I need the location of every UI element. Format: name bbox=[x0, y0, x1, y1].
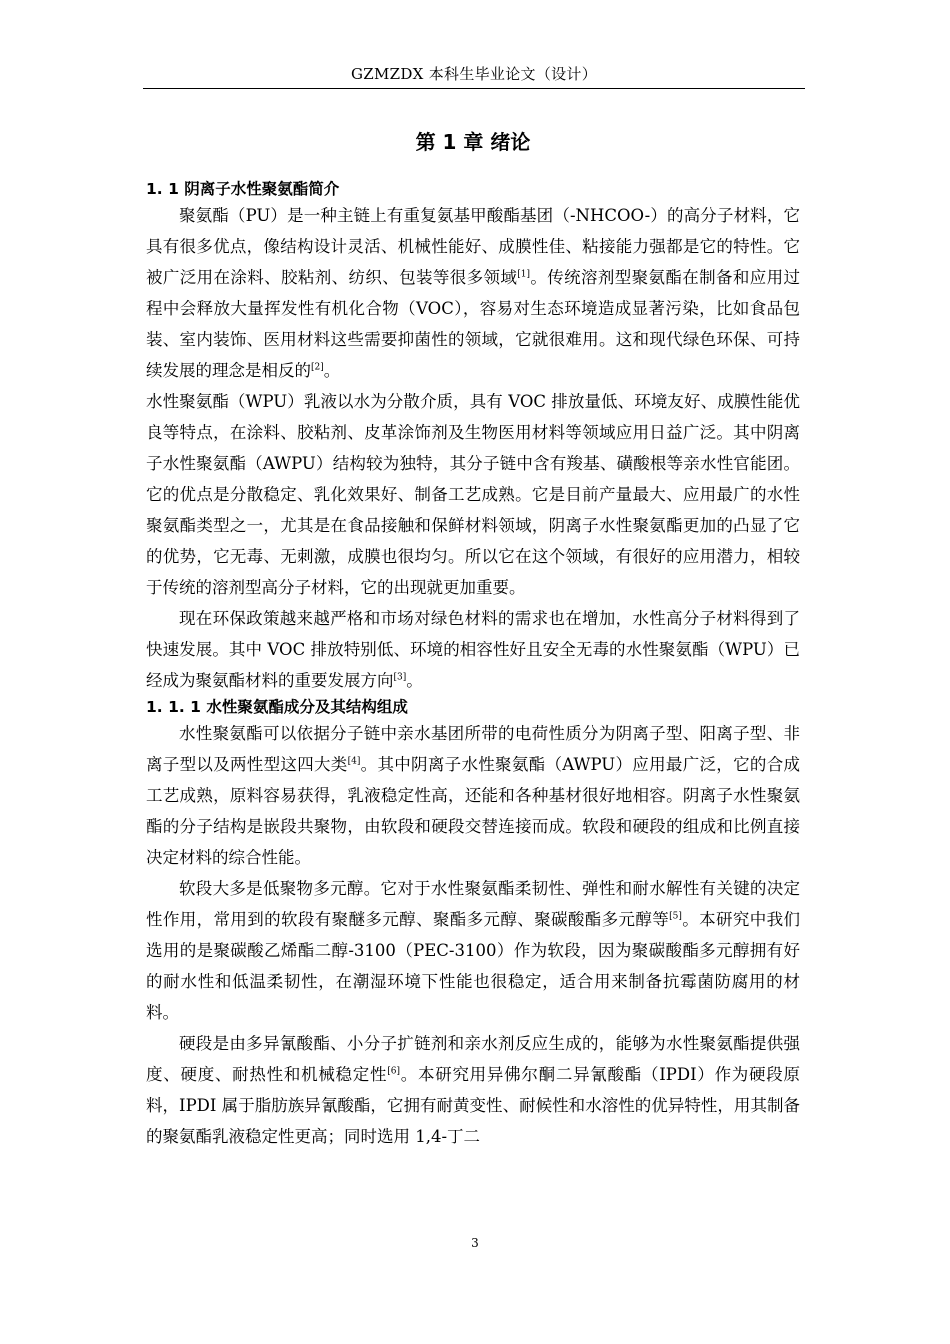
citation-ref: [4] bbox=[347, 756, 361, 767]
paragraph-text: 。 bbox=[323, 361, 341, 380]
paragraph-text: 。本研究用异佛尔酮二异氰酸酯（IPDI）作为硬段原料，IPDI 属于脂肪族异氰酸酯，它拥有耐黄变性、耐候性和水溶性的优异特性，用其制备的聚氨酯乳液稳定性更高；同时选用 1,4-丁二 bbox=[146, 1065, 801, 1146]
paragraph-text: 水性聚氨酯可以依据分子链中亲水基团所带的电荷性质分为阴离子型、阳离子型、非离子型以及两性型这四大类 bbox=[146, 724, 800, 774]
paragraph-text: 聚氨酯（PU）是一种主链上有重复氨基甲酸酯基团（-NHCOO-）的高分子材料，它具有很多优点，像结构设计灵活、机械性能好、成膜性佳、粘接能力强都是它的特性。它被广泛用在涂料、胶粘剂、纺织、包装等很多领域 bbox=[146, 206, 800, 287]
citation-ref: [6] bbox=[387, 1066, 401, 1077]
citation-ref: [3] bbox=[393, 672, 407, 683]
citation-ref: [1] bbox=[517, 269, 530, 280]
section-heading-1-1: 1. 1 阴离子水性聚氨酯简介 bbox=[146, 180, 340, 198]
citation-ref: [5] bbox=[669, 911, 682, 922]
paragraph-text: 软段大多是低聚物多元醇。它对于水性聚氨酯柔韧性、弹性和耐水解性有关键的决定性作用，常用到的软段有聚醚多元醇、聚酯多元醇、聚碳酸酯多元醇等 bbox=[146, 879, 800, 929]
paragraph-text: 硬段是由多异氰酸酯、小分子扩链剂和亲水剂反应生成的，能够为水性聚氨酯提供强度、硬度、耐热性和机械稳定性 bbox=[146, 1034, 800, 1084]
paragraph-text: 。传统溶剂型聚氨酯在制备和应用过程中会释放大量挥发性有机化合物（VOC），容易对生态环境造成显著污染，比如食品包装、室内装饰、医用材料这些需要抑菌性的领域，它就很难用。这和现代绿色环保、可持续发展的理念是相反的 bbox=[146, 268, 800, 380]
paragraph-4 bbox=[146, 718, 800, 873]
paragraph-1 bbox=[146, 200, 800, 386]
header-rule bbox=[143, 88, 805, 89]
paragraph-text: 。 bbox=[406, 671, 423, 690]
paragraph-5 bbox=[146, 873, 800, 1028]
paragraph-3 bbox=[146, 603, 800, 696]
chapter-title: 第 1 章 绪论 bbox=[415, 130, 531, 154]
paragraph-2 bbox=[146, 386, 800, 603]
paragraph-text: 。其中阴离子水性聚氨酯（AWPU）应用最广泛，它的合成工艺成熟，原料容易获得，乳液稳定性高，还能和各种基材很好地相容。阴离子水性聚氨酯的分子结构是嵌段共聚物，由软段和硬段交替连接而成。软段和硬段的组成和比例直接决定材料的综合性能。 bbox=[146, 755, 800, 867]
paragraph-text: 。本研究中我们选用的是聚碳酸乙烯酯二醇-3100（PEC-3100）作为软段，因为聚碳酸酯多元醇拥有好的耐水性和低温柔韧性，在潮湿环境下性能也很稳定，适合用来制备抗霉菌防腐用的材料。 bbox=[146, 910, 800, 1022]
running-header: GZMZDX 本科生毕业论文（设计） bbox=[350, 65, 598, 83]
paragraph-6 bbox=[146, 1028, 800, 1152]
paragraph-text: 水性聚氨酯（WPU）乳液以水为分散介质，具有 VOC 排放量低、环境友好、成膜性能优良等特点，在涂料、胶粘剂、皮革涂饰剂及生物医用材料等领域应用日益广泛。其中阴离子水性聚氨酯（AWPU）结构较为独特，其分子链中含有羧基、磺酸根等亲水性官能团。它的优点是分散稳定、乳化效果好、制备工艺成熟。它是目前产量最大、应用最广的水性聚氨酯类型之一，尤其是在食品接触和保鲜材料领域，阴离子水性聚氨酯更加的凸显了它的优势，它无毒、无刺激，成膜也很均匀。所以它在这个领域，有很好的应用潜力，相较于传统的溶剂型高分子材料，它的出现就更加重要。 bbox=[146, 392, 800, 597]
page-number: 3 bbox=[471, 1236, 479, 1250]
paragraph-text: 现在环保政策越来越严格和市场对绿色材料的需求也在增加，水性高分子材料得到了快速发展。其中 VOC 排放特别低、环境的相容性好且安全无毒的水性聚氨酯（WPU）已经成为聚氨酯材料的重要发展方向 bbox=[146, 609, 800, 690]
page-body bbox=[146, 120, 800, 1152]
citation-ref: [2] bbox=[311, 362, 324, 373]
section-heading-1-1-1: 1. 1. 1 水性聚氨酯成分及其结构组成 bbox=[146, 698, 408, 716]
